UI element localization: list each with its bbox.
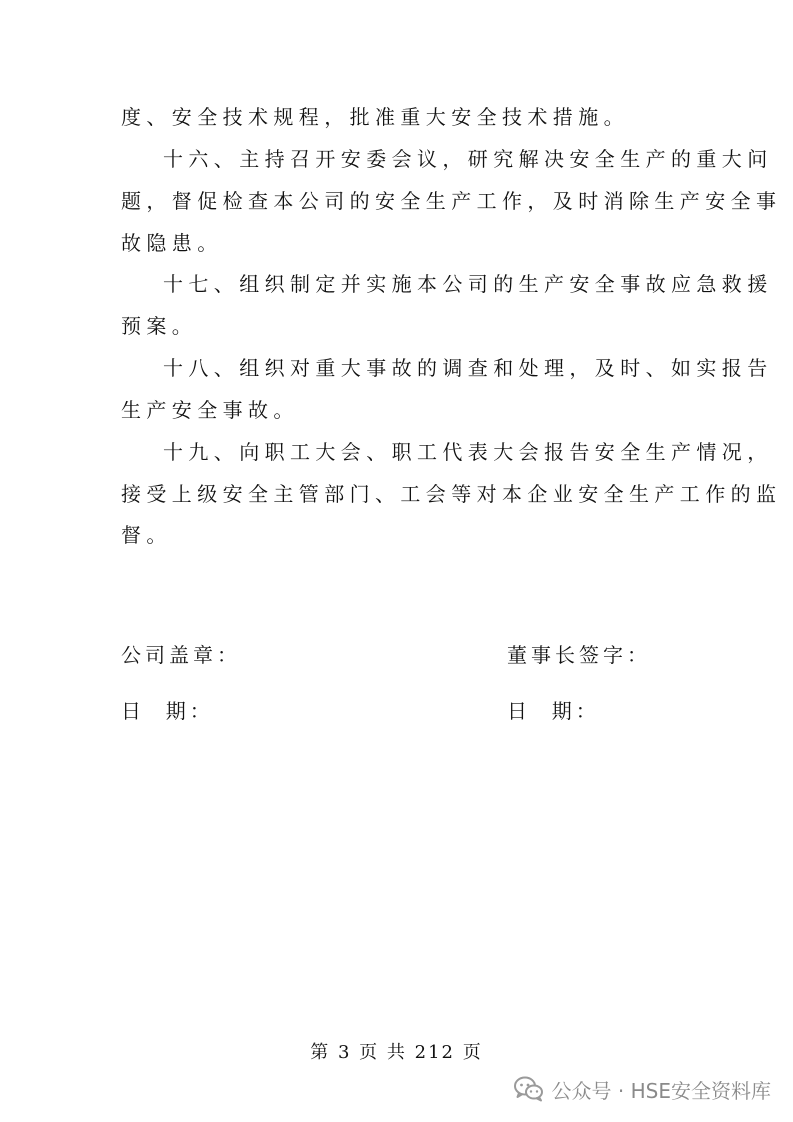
body-line-10: 接受上级安全主管部门、工会等对本企业安全生产工作的监	[121, 482, 782, 506]
body-line-7: 十八、组织对重大事故的调查和处理，及时、如实报告	[163, 356, 773, 380]
wechat-icon	[514, 1076, 544, 1102]
body-line-11: 督。	[121, 523, 172, 547]
body-line-2: 十六、主持召开安委会议，研究解决安全生产的重大问	[163, 147, 773, 171]
body-line-8: 生产安全事故。	[121, 398, 299, 422]
watermark	[514, 1074, 771, 1104]
body-line-3: 题，督促检查本公司的安全生产工作，及时消除生产安全事	[121, 189, 782, 213]
body-line-1: 度、安全技术规程，批准重大安全技术措施。	[121, 105, 629, 129]
body-line-5: 十七、组织制定并实施本公司的生产安全事故应急救援	[163, 272, 773, 296]
body-line-6: 预案。	[121, 314, 198, 338]
date-label-right: 日 期：	[507, 699, 600, 723]
page-number: 第 3 页 共 212 页	[310, 1042, 483, 1063]
body-line-4: 故隐患。	[121, 231, 223, 255]
date-label-left: 日 期：	[121, 699, 214, 723]
chairman-sign-label: 董事长签字：	[507, 643, 651, 667]
company-seal-label: 公司盖章：	[121, 643, 241, 667]
watermark-text: 公众号 · HSE安全资料库	[551, 1078, 771, 1103]
body-line-9: 十九、向职工大会、职工代表大会报告安全生产情况，	[163, 440, 773, 464]
